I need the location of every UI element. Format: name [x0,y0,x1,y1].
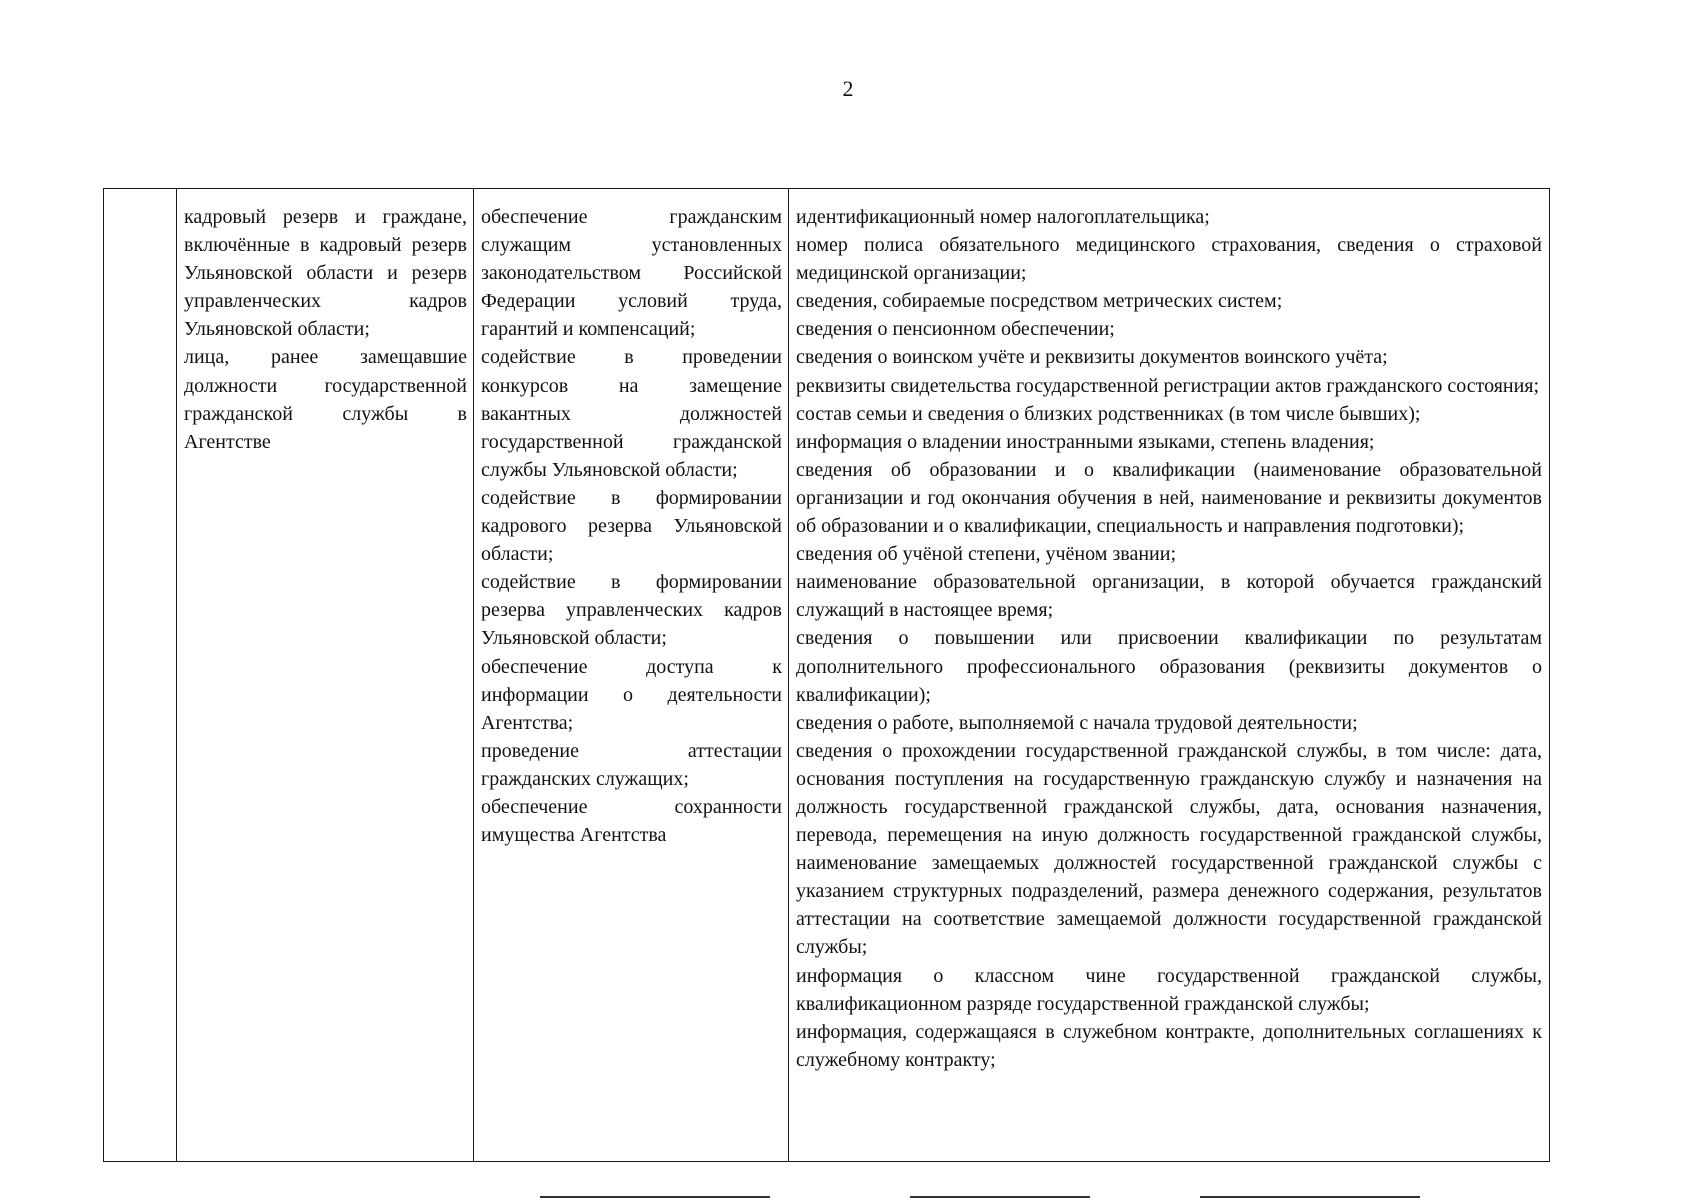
table-cell-item: сведения, собираемые посредством метрических систем; [796,290,1283,313]
scan-edge-line [540,1196,770,1198]
table-cell-item: информация о классном чине государственной гражданской службы, квалификационном разряде государственной гражданской службы; [796,964,1542,1015]
table-cell-item: содействие в формировании резерва управленческих кадров Ульяновской области; [481,571,782,650]
scan-edge-line [1200,1196,1420,1198]
table-cell-item: сведения об образовании и о квалификации (наименование образовательной организации и год окончания обучения в ней, наименование и реквизиты документов об образовании и о квалификации, специальность и направления подготовки); [796,458,1542,538]
table-cell-item: состав семьи и сведения о близких родственниках (в том числе бывших); [796,402,1421,425]
table-cell-item: обеспечение гражданским служащим установленных законодательством Российской Федерации условий труда, гарантий и компенсаций; [481,206,782,341]
page-number: 2 [842,76,854,101]
table-cell-item: информация, содержащаяся в служебном контракте, дополнительных соглашениях к служебному контракту; [796,1020,1542,1071]
table-cell-item: содействие в проведении конкурсов на замещение вакантных должностей государственной гражданской службы Ульяновской области; [481,346,782,481]
table-column-purposes [474,189,789,1161]
table-cell-item: сведения о работе, выполняемой с начала трудовой деятельности; [796,711,1358,734]
table-cell-item: проведение аттестации гражданских служащих; [481,739,782,790]
table-cell-item: обеспечение доступа к информации о деятельности Агентства; [481,655,782,734]
table-cell-item: реквизиты свидетельства государственной регистрации актов гражданского состояния; [796,374,1540,397]
table-cell-item: сведения о прохождении государственной гражданской службы, в том числе: дата, основания поступления на государственную гражданскую службу и назначения на должность государственной гражданской службы, дата, основания назначения, перевода, перемещения на иную должность государственной гражданской службы, наименование замещаемых должностей государственной гражданской службы с указанием структурных подразделений, размера денежного содержания, результатов аттестации на соответствие замещаемой должности государственной гражданской службы; [796,739,1542,959]
table-cell-item: идентификационный номер налогоплательщика; [796,206,1210,228]
table-cell-item: сведения о повышении или присвоении квалификации по результатам дополнительного профессионального образования (реквизиты документов о квалификации); [796,627,1542,706]
table-cell-item: сведения об учёной степени, учёном звании; [796,543,1177,566]
table-cell-item: сведения о воинском учёте и реквизиты документов воинского учёта; [796,346,1388,369]
table-cell-item: кадровый резерв и граждане, включённые в кадровый резерв Ульяновской области и резерв управленческих кадров Ульяновской области; [184,206,467,341]
table-column-index [104,189,177,1161]
table-cell-item: лица, ранее замещавшие должности государственной гражданской службы в Агентстве [184,346,467,453]
table-cell-item: информация о владении иностранными языками, степень владения; [796,430,1375,453]
table-cell-item: обеспечение сохранности имущества Агентства [481,795,782,847]
data-table [103,188,1550,1162]
table-cell-item: содействие в формировании кадрового резерва Ульяновской области; [481,486,782,566]
table-cell-item: наименование образовательной организации, в которой обучается гражданский служащий в настоящее время; [796,571,1542,622]
scan-edge-line [910,1196,1090,1198]
table-cell-item: номер полиса обязательного медицинского страхования, сведения о страховой медицинской организации; [796,234,1542,285]
table-cell-item: сведения о пенсионном обеспечении; [796,318,1115,341]
table-column-personal-data [789,189,1549,1161]
table-column-categories [177,189,474,1161]
